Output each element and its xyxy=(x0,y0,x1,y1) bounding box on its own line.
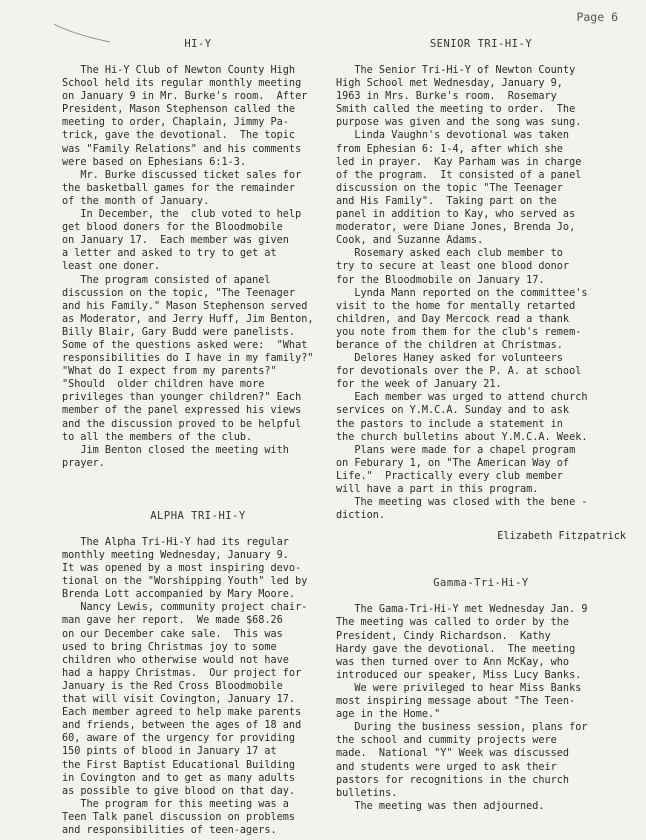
article-paragraph: The Senior Tri-Hi-Y of Newton County High School met Wednesday, January 9, 1963 in Mrs. Burke's room. Rosemary Smith called the meeting to order. The purpose was given and the song was sung. xyxy=(336,65,582,129)
article-paragraph: In December, the club voted to help get blood doners for the Bloodmobile on January 17. Each member was given a letter and asked to try to get at least one doner. xyxy=(62,209,302,273)
article-paragraph: The program consisted of apanel discussion on the topic, "The Teenager and his Family." Mason Stephenson served as Moderator, and Jerry Huff, Jim Benton, Billy Blair, Gary Budd were panelists. Some of the questions asked were: "What responsibilities do I have in my family?" "What do I expect from my parents?" "Should older children have more privileges than younger children?" Each member of the panel expressed his views and the discussion proved to be helpful to all the members of the club. xyxy=(62,274,314,443)
article-paragraph: Rosemary asked each club member to try to secure at least one blood donor for the Bloodmobile on January 17. xyxy=(336,248,570,286)
article-paragraph: We were privileged to hear Miss Banks most inspiring message about "The Teen- age in the Home." xyxy=(336,682,582,721)
article-paragraph: The Gama-Tri-Hi-Y met Wednesday Jan. 9 The meeting was called to order by the President, Cindy Richardson. Kathy Hardy gave the devotional. The meeting was then turned over to Ann McKay, who introduced our speaker, Miss Lucy Banks. xyxy=(336,604,588,681)
gamma-tri-hi-y-title: Gamma-Tri-Hi-Y xyxy=(433,577,529,590)
article-paragraph: Lynda Mann reported on the committee's visit to the home for mentally retarted children, and Day Mercock read a thank you note from them for the club's remem- berance of the children at Christmas. xyxy=(336,287,588,351)
article-paragraph: Jim Benton closed the meeting with prayer. xyxy=(62,444,289,469)
author-signature: Elizabeth Fitzpatrick xyxy=(497,531,626,543)
article-paragraph: Each member was urged to attend church services on Y.M.C.A. Sunday and to ask the pastors to include a statement in the church bulletins about Y.M.C.A. Week. xyxy=(336,392,588,443)
article-paragraph: During the business session, plans for the school and cummity projects were made. National "Y" Week was discussed and students were urged to ask their pastors for recognitions in the church bulletins. xyxy=(336,722,588,799)
left-column xyxy=(62,38,334,837)
right-column xyxy=(336,38,626,813)
article-paragraph: Plans were made for a chapel program on Feburary 1, on "The American Way of Life." Practically every club member will have a part in this program. xyxy=(336,444,576,495)
gamma-tri-hi-y-article xyxy=(336,577,626,813)
article-paragraph: The meeting was closed with the bene - diction. xyxy=(336,497,588,522)
article-paragraph: Delores Haney asked for volunteers for devotionals over the P. A. at school for the week of January 21. xyxy=(336,353,582,391)
article-paragraph: Mr. Burke discussed ticket sales for the basketball games for the remainder of the month of January. xyxy=(62,169,302,207)
article-paragraph: The meeting was then adjourned. xyxy=(336,800,545,812)
hi-y-title: HI-Y xyxy=(184,38,212,50)
article-paragraph: The Hi-Y Club of Newton County High School held its regular monthly meeting on January 9 in Mr. Burke's room. After President, Mason Stephenson called the meeting to order, Chaplain, Jimmy Pa- trick, gave the devotional. The topic was "Family Relations" and his comments were based on Ephesians 6:1-3. xyxy=(62,65,308,168)
alpha-tri-hi-y-title: ALPHA TRI-HI-Y xyxy=(150,509,246,522)
article-paragraph: Nancy Lewis, community project chair- man gave her report. We made $68.26 on our December cake sale. This was used to bring Christmas joy to some children who otherwise would not have had a happy Christmas. Our project for January is the Red Cross Bloodmobile that will visit Covington, January 17. Each member agreed to help make parents and friends, between the ages of 18 and 60, aware of the urgency for providing 150 pints of blood in January 17 at the First Baptist Educational Building in Covington and to get as many adults as possible to give blood on that day. xyxy=(62,602,308,797)
page-number: Page 6 xyxy=(576,10,618,24)
senior-tri-hi-y-article xyxy=(336,38,626,543)
article-paragraph: The program for this meeting was a Teen Talk panel discussion on problems and responsibilities of teen-agers. xyxy=(62,798,296,836)
senior-tri-hi-y-title: SENIOR TRI-HI-Y xyxy=(429,38,533,50)
hi-y-article xyxy=(62,38,334,470)
alpha-tri-hi-y-article xyxy=(62,510,334,837)
article-paragraph: Linda Vaughn's devotional was taken from Ephesian 6: 1-4, after which she led in prayer. Kay Parham was in charge of the program. It consisted of a panel discussion on the topic "The Teenager and His Family". Taking part on the panel in addition to Kay, who served as moderator, were Diane Jones, Brenda Jo, Cook, and Suzanne Adams. xyxy=(336,130,582,247)
article-paragraph: The Alpha Tri-Hi-Y had its regular monthly meeting Wednesday, January 9. It was opened by a most inspiring devo- tional on the "Worshipping Youth" led by Brenda Lott accompanied by Mary Moore. xyxy=(62,536,308,601)
